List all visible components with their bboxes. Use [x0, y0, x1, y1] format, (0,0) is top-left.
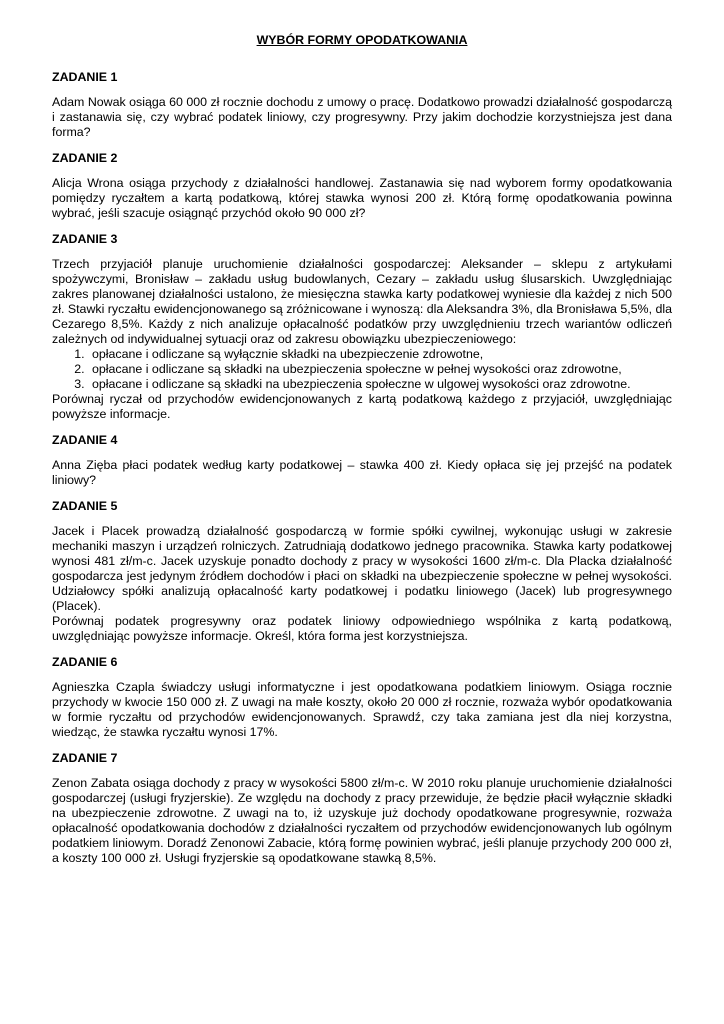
task-heading: ZADANIE 3 [52, 232, 118, 246]
task-heading: ZADANIE 7 [52, 751, 118, 765]
task-text-after: Porównaj podatek progresywny oraz podatek liniowy odpowiedniego wspólnika z kartą podatkową, uwzględniając powyższe informacje. Określ, która forma jest korzystniejsza. [52, 614, 672, 643]
task-3 [52, 231, 672, 422]
task-heading: ZADANIE 4 [52, 433, 118, 447]
task-text: Adam Nowak osiąga 60 000 zł rocznie dochodu z umowy o pracę. Dodatkowo prowadzi działalność gospodarczą i zastanawia się, czy wybrać podatek liniowy, czy progresywny. Przy jakim dochodzie korzystniejsza jest dana forma? [52, 95, 672, 139]
task-2 [52, 150, 672, 221]
list-item: 1. opłacane i odliczane są wyłącznie składki na ubezpieczenie zdrowotne, [88, 347, 672, 362]
task-text: Anna Zięba płaci podatek według karty podatkowej – stawka 400 zł. Kiedy opłaca się jej przejść na podatek liniowy? [52, 458, 672, 487]
task-4 [52, 432, 672, 488]
task-heading: ZADANIE 2 [52, 151, 118, 165]
task-heading: ZADANIE 5 [52, 499, 118, 513]
variant-list [52, 347, 672, 392]
document-title: WYBÓR FORMY OPODATKOWANIA [256, 33, 468, 47]
list-item: 2. opłacane i odliczane są składki na ubezpieczenia społeczne w pełnej wysokości oraz zdrowotne, [88, 362, 672, 377]
task-text: Alicja Wrona osiąga przychody z działalności handlowej. Zastanawia się nad wyborem formy opodatkowania pomiędzy ryczałtem a kartą podatkową, której stawka wynosi 200 zł. Którą formę opodatkowania powinna wybrać, jeśli szacuje osiągnąć przychód około 90 000 zł? [52, 176, 672, 220]
task-text: Trzech przyjaciół planuje uruchomienie działalności gospodarczej: Aleksander – sklepu z artykułami spożywczymi, Bronisław – zakładu usług budowlanych, Cezary – zakładu usług ślusarskich. Uwzględniając zakres planowanej działalności ustalono, że miesięczna stawka karty podatkowej wyniesie dla każdej z nich 500 zł. Stawki ryczałtu ewidencjonowanego są zróżnicowane i wynoszą: dla Aleksandra 3%, dla Bronisława 5,5%, dla Cezarego 8,5%. Każdy z nich analizuje opłacalność podatków przy uwzględnieniu trzech wariantów odliczeń zależnych od indywidualnej sytuacji oraz od zakresu obowiązku ubezpieczeniowego: [52, 257, 672, 346]
task-1 [52, 69, 672, 140]
list-item: 3. opłacane i odliczane są składki na ubezpieczenia społeczne w ulgowej wysokości oraz zdrowotne. [88, 377, 672, 392]
task-text: Zenon Zabata osiąga dochody z pracy w wysokości 5800 zł/m-c. W 2010 roku planuje uruchomienie działalności gospodarczej (usługi fryzjerskie). Ze względu na dochody z pracy przewiduje, że będzie płacił wyłącznie składki na ubezpieczenie zdrowotne. Z uwagi na to, iż uzyskuje już dochody opodatkowane progresywnie, rozważa opłacalność opodatkowania dochodów z działalności ryczałtem od przychodów ewidencjonowanych lub ogólnym podatkiem liniowym. Doradź Zenonowi Zabacie, którą formę powinien wybrać, jeśli planuje przychody 200 000 zł, a koszty 100 000 zł. Usługi fryzjerskie są opodatkowane stawką 8,5%. [52, 776, 672, 865]
task-7 [52, 750, 672, 866]
task-text: Agnieszka Czapla świadczy usługi informatyczne i jest opodatkowana podatkiem liniowym. Osiąga rocznie przychody w kwocie 150 000 zł. Z uwagi na małe koszty, około 20 000 zł rocznie, rozważa wybór opodatkowania w formie ryczałtu od przychodów ewidencjonowanych. Sprawdź, czy taka zamiana jest dla niej korzystna, wiedząc, że stawka ryczałtu wynosi 17%. [52, 680, 672, 739]
task-5 [52, 498, 672, 644]
task-heading: ZADANIE 1 [52, 70, 118, 84]
task-text-after: Porównaj ryczał od przychodów ewidencjonowanych z kartą podatkową każdego z przyjaciół, uwzględniając powyższe informacje. [52, 392, 672, 421]
task-text: Jacek i Placek prowadzą działalność gospodarczą w formie spółki cywilnej, wykonując usługi w zakresie mechaniki maszyn i urządzeń rolniczych. Zatrudniają dodatkowo jednego pracownika. Stawka karty podatkowej wynosi 481 zł/m-c. Jacek uzyskuje ponadto dochody z pracy w wysokości 1600 zł/m-c. Dla Placka działalność gospodarcza jest jedynym źródłem dochodów i płaci on składki na ubezpieczenie społeczne w pełnej wysokości. Udziałowcy spółki analizują opłacalność karty podatkowej i podatku liniowego (Jacek) lub progresywnego (Placek). [52, 524, 672, 613]
task-heading: ZADANIE 6 [52, 655, 118, 669]
task-6 [52, 654, 672, 740]
